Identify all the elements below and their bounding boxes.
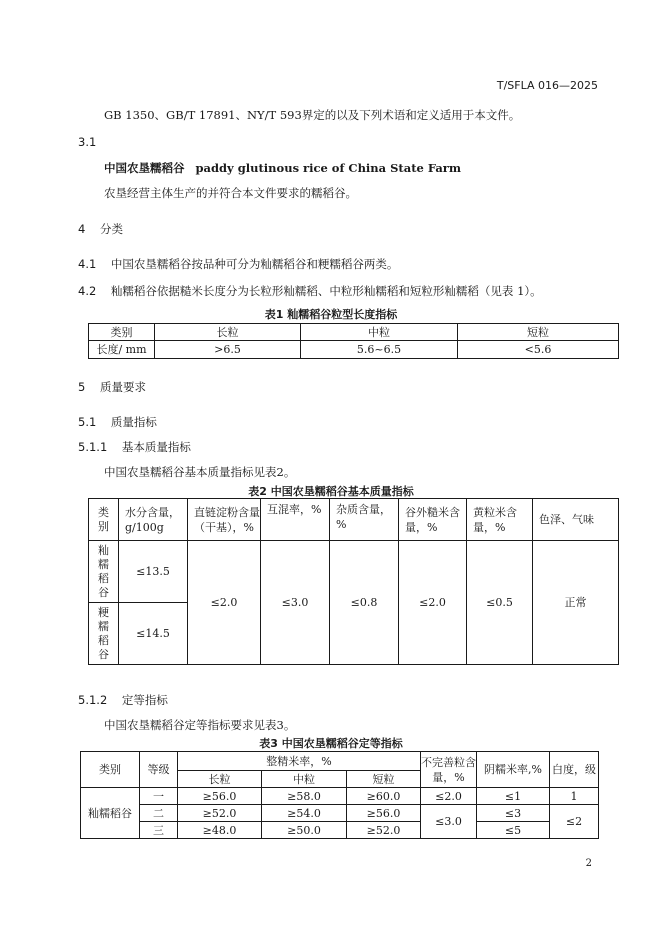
clause-5-1-number: 5.1 bbox=[78, 415, 97, 429]
table1-caption: 表1 籼糯稻谷粒型长度指标 bbox=[264, 308, 398, 321]
clause-5-1-1 bbox=[78, 439, 191, 455]
table3-header-yin: 阴糯米率,% bbox=[477, 752, 550, 788]
table3-row3-short: ≥52.0 bbox=[347, 822, 421, 839]
table1-header-long: 长粒 bbox=[155, 324, 301, 341]
table3-header-grade: 等级 bbox=[140, 752, 178, 788]
table3-row2-yin: ≤3 bbox=[477, 805, 550, 822]
table3-row1-short: ≥60.0 bbox=[347, 788, 421, 805]
term-en: paddy glutinous rice of China State Farm bbox=[195, 161, 462, 175]
table1-header-category: 类别 bbox=[89, 324, 155, 341]
table1-cell-short: <5.6 bbox=[458, 341, 619, 359]
table2-header-yellow-kernel: 黄粒米含量，% bbox=[467, 499, 533, 541]
table2 bbox=[88, 498, 619, 665]
table3-header-long: 长粒 bbox=[178, 771, 262, 788]
table3-row1-whiteness: 1 bbox=[550, 788, 599, 805]
table3-row2-medium: ≥54.0 bbox=[262, 805, 347, 822]
term-heading bbox=[104, 160, 461, 176]
clause-5-1-1-number: 5.1.1 bbox=[78, 440, 108, 454]
table3-row3-grade: 三 bbox=[140, 822, 178, 839]
table2-admixture-value: ≤3.0 bbox=[261, 541, 330, 665]
clause-5-1 bbox=[78, 414, 157, 430]
table1-row-label: 长度/ mm bbox=[89, 341, 155, 359]
table2-amylose-value: ≤2.0 bbox=[188, 541, 261, 665]
clause-4-1-number: 4.1 bbox=[78, 257, 97, 271]
table2-row1-category: 籼糯稻谷 bbox=[89, 541, 119, 603]
clause-5-1-2-number: 5.1.2 bbox=[78, 693, 108, 707]
table2-header-color-odor: 色泽、气味 bbox=[533, 499, 619, 541]
table2-yellow-kernel-value: ≤0.5 bbox=[467, 541, 533, 665]
table3-header-imperfect: 不完善粒含量，% bbox=[421, 752, 477, 788]
page-number: 2 bbox=[585, 858, 592, 869]
clause-5-1-2-text: 中国农垦糯稻谷定等指标要求见表3。 bbox=[104, 718, 296, 732]
table2-header-admixture: 互混率，% bbox=[261, 499, 330, 541]
clause-4-1 bbox=[78, 256, 398, 272]
clause-4-2 bbox=[78, 283, 542, 299]
table1-header-short: 短粒 bbox=[458, 324, 619, 341]
table3-row1-imperfect: ≤2.0 bbox=[421, 788, 477, 805]
table3-row1-yin: ≤1 bbox=[477, 788, 550, 805]
table2-header-impurity: 杂质含量，% bbox=[330, 499, 399, 541]
term-number: 3.1 bbox=[78, 135, 97, 149]
table2-header-amylose: 直链淀粉含量（干基），% bbox=[188, 499, 261, 541]
table3-row2-long: ≥52.0 bbox=[178, 805, 262, 822]
table3-imperfect-rest: ≤3.0 bbox=[421, 805, 477, 839]
table1-header-medium: 中粒 bbox=[301, 324, 458, 341]
table3-whiteness-rest: ≤2 bbox=[550, 805, 599, 839]
table3-row1-long: ≥56.0 bbox=[178, 788, 262, 805]
table3-caption: 表3 中国农垦糯稻谷定等指标 bbox=[259, 737, 403, 750]
clause-4-2-number: 4.2 bbox=[78, 284, 97, 298]
table3-category: 籼糯稻谷 bbox=[81, 788, 140, 839]
table2-header-category: 类别 bbox=[89, 499, 119, 541]
term-definition: 农垦经营主体生产的并符合本文件要求的糯稻谷。 bbox=[104, 186, 357, 200]
clause-5-1-1-text: 中国农垦糯稻谷基本质量指标见表2。 bbox=[104, 465, 296, 479]
section-5-title: 质量要求 bbox=[99, 380, 146, 394]
clause-5-1-title: 质量指标 bbox=[110, 415, 157, 429]
clause-5-1-2 bbox=[78, 692, 168, 708]
table3-header-short: 短粒 bbox=[347, 771, 421, 788]
table2-caption: 表2 中国农垦糯稻谷基本质量指标 bbox=[248, 485, 414, 498]
table3-row2-short: ≥56.0 bbox=[347, 805, 421, 822]
section-4-heading bbox=[78, 221, 123, 237]
table3-row3-long: ≥48.0 bbox=[178, 822, 262, 839]
table1-cell-medium: 5.6~6.5 bbox=[301, 341, 458, 359]
table1-cell-long: >6.5 bbox=[155, 341, 301, 359]
table2-color-odor-value: 正常 bbox=[533, 541, 619, 665]
table3-row3-yin: ≤5 bbox=[477, 822, 550, 839]
section-5-number: 5 bbox=[78, 380, 86, 394]
table3-header-category: 类别 bbox=[81, 752, 140, 788]
table2-row2-category: 粳糯稻谷 bbox=[89, 603, 119, 665]
table3-header-medium: 中粒 bbox=[262, 771, 347, 788]
table1 bbox=[88, 323, 619, 359]
section-5-heading bbox=[78, 379, 146, 395]
table2-header-husked-rice: 谷外糙米含量，% bbox=[399, 499, 467, 541]
table2-husked-rice-value: ≤2.0 bbox=[399, 541, 467, 665]
table3-row3-medium: ≥50.0 bbox=[262, 822, 347, 839]
section-4-number: 4 bbox=[78, 222, 86, 236]
intro-paragraph: GB 1350、GB/T 17891、NY/T 593界定的以及下列术语和定义适用于本文件。 bbox=[104, 108, 521, 122]
table3-header-whiteness: 白度，级 bbox=[550, 752, 599, 788]
clause-4-1-text: 中国农垦糯稻谷按品种可分为籼糯稻谷和粳糯稻谷两类。 bbox=[110, 257, 399, 271]
term-zh: 中国农垦糯稻谷 bbox=[104, 161, 185, 175]
table3 bbox=[80, 751, 599, 839]
table2-row1-moisture: ≤13.5 bbox=[119, 541, 188, 603]
clause-4-2-text: 籼糯稻谷依据糙米长度分为长粒形籼糯稻、中粒形籼糯稻和短粒形籼糯稻（见表 1）。 bbox=[110, 284, 542, 298]
clause-5-1-1-title: 基本质量指标 bbox=[121, 440, 191, 454]
section-4-title: 分类 bbox=[99, 222, 123, 236]
table3-row1-medium: ≥58.0 bbox=[262, 788, 347, 805]
table3-header-milled-rate: 整精米率，% bbox=[178, 752, 421, 771]
table2-row2-moisture: ≤14.5 bbox=[119, 603, 188, 665]
table3-row2-grade: 二 bbox=[140, 805, 178, 822]
document-code: T/SFLA 016—2025 bbox=[496, 79, 598, 92]
table3-row1-grade: 一 bbox=[140, 788, 178, 805]
table2-header-moisture: 水分含量，g/100g bbox=[119, 499, 188, 541]
clause-5-1-2-title: 定等指标 bbox=[121, 693, 168, 707]
table2-impurity-value: ≤0.8 bbox=[330, 541, 399, 665]
